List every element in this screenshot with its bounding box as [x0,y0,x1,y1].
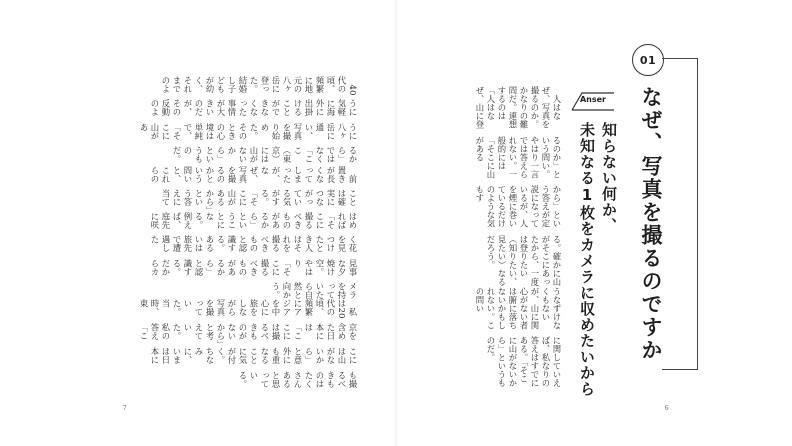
page-gutter [395,0,397,446]
question-title: なぜ、写真を撮るのですか [639,86,663,362]
body-line: 人はなぜ、写真を撮るのか。かなりの難問だ。連想するのは「人はなぜ、山に登 [475,86,562,129]
body-line: うに気軽に海外に出掛けることができなくなった事情が大きいのだが、その反動のよ [150,98,358,117]
body-line: 前置きが長くなってしまったが、なぜ、写真を撮るのかという問いと、これらの [150,165,358,183]
left-page-body [139,76,358,388]
body-line: うに八ヶ岳に通い、写真を撮り始めた。そのときの心境は単純で、「そこに山があ [139,122,358,141]
page-number-left: 7 [123,404,127,412]
body-line: こには山がないから」と意外にも重なることに気が付く。ちなみに、いまは日本に [150,347,358,365]
body-line: る。確かに山がそこにあったから、一度は登りたい（知りたい、見たい）なるだろう。 [486,234,562,287]
answer-line: 未知なる1枚をカメラに収めたいから [578,122,596,397]
body-line: ことは確実につながっている気がする。「そこに山があるから」という答えに当て [161,188,358,211]
title-bracket [662,58,698,370]
right-page-body [475,86,562,388]
body-line: から」という答えが定説になっているが、人を煙に巻いているだけのような気もす [475,185,562,228]
body-line: 私は20代の頃、頻繁にアジアを中心に旅をしながら写真を撮っていた。当時、東 [139,299,358,319]
body-line: メラを持っていたら自然と向かう。 [271,282,358,300]
body-line: 40代の頃、頻繁に地元の八ヶ岳に登った。結婚し子どもが幼く、それまでのよ [161,76,358,96]
answer-tag-label: Anser [579,94,607,104]
body-line: るのか」という問い。やはり一言では答えられない。一般的には「そこに山がある [475,135,562,179]
page-number-right: 6 [665,404,669,412]
answer-heading [576,122,620,397]
body-line: うなずけなくもないが、山に関心がない者は腑に落ちないかもしれない。この問い [475,286,562,330]
body-line: く花を見つけたとき人はそれを撮るべきものと認識する。あるいは旅先で遭遇した [150,235,358,253]
body-line: 京を含めた日本には「ここには撮るべきものがないから」と考えていた。私の答え「こ [139,322,358,345]
body-line: 見事な夕焼け空。やはり「そこに撮るべきものがあるから」と認識する。だからカ [150,258,358,276]
body-line: も撮るべきものはたくさんあると思っている。 [238,370,358,388]
answer-line: 知らない何か、 [600,122,618,234]
body-line: るから」ではなく「ここ（東京）には山がないから」というものだ。 [172,145,358,164]
body-line: に関していえば、私なりの答えはすでにある。「そこに山がないから」というものだ。 [486,336,562,388]
body-line: はめれば「そこに撮るべきものがあるから」ということになる。例えば、庭先に咲 [150,212,358,230]
question-number-badge: 01 [632,44,664,76]
